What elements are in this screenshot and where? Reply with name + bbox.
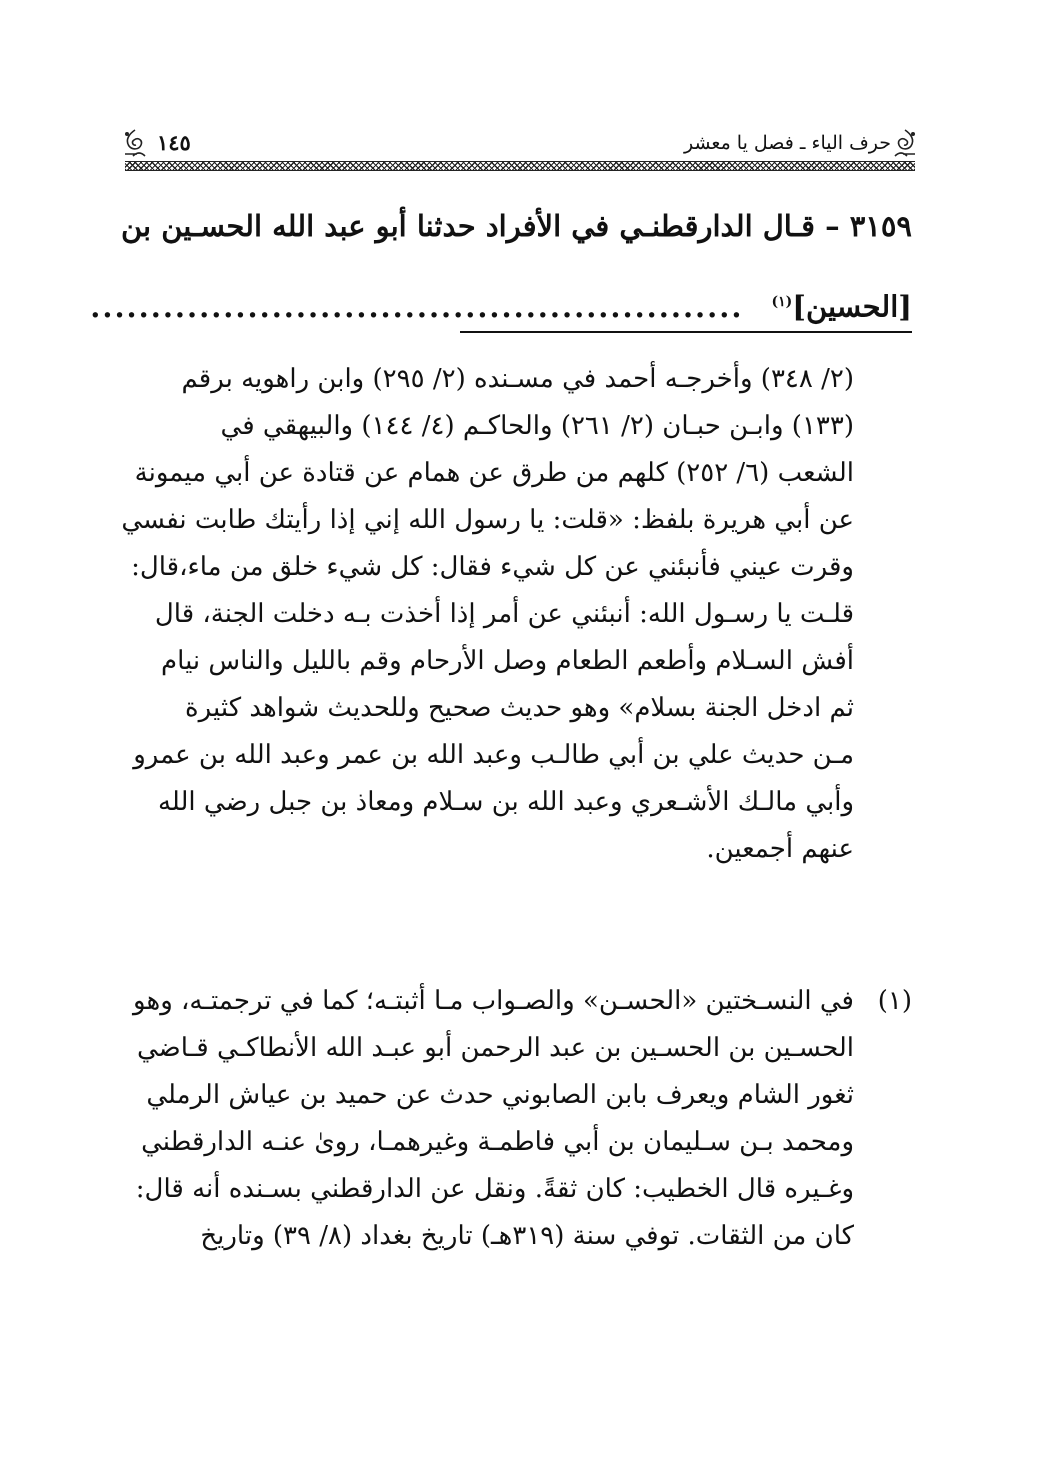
footnote-line: في النسـختين «الحسـن» والصـواب مـا أثبتـه؛ كما في ترجمتـه، وهو — [133, 986, 854, 1016]
footnote-line: أفش السـلام وأطعم الطعام وصل الأرحام وقم بالليل والناس نيام — [161, 646, 854, 676]
footnote-reference: (١) — [771, 294, 793, 310]
footnote-line: عن أبي هريرة بلفظ: «قلت: يا رسول الله إني إذا رأيتك طابت نفسي — [121, 505, 854, 535]
footnote-number: (١) — [877, 986, 912, 1016]
bracketed-name: [الحسين] — [792, 289, 912, 324]
footnote-1-body — [128, 978, 912, 1260]
footnote-line: قلـت يا رسـول الله: أنبئني عن أمر إذا أخذت بـه دخلت الجنة، قال — [154, 599, 854, 629]
footnote-line: كان من الثقات. توفي سنة (٣١٩هـ) تاريخ بغداد (٨/ ٣٩) وتاريخ — [200, 1221, 854, 1251]
footnote-line: عنهم أجمعين. — [706, 834, 854, 864]
footnote-line: (٢/ ٣٤٨) وأخرجـه أحمد في مسـنده (٢/ ٢٩٥) وابن راهويه برقم — [181, 364, 854, 394]
footnote-line: وأبي مالـك الأشـعري وعبد الله بن سـلام ومعاذ بن جبل رضي الله — [157, 787, 854, 817]
page-number: ١٤٥ — [157, 130, 191, 155]
footnote-1 — [128, 978, 912, 1260]
main-text — [90, 188, 912, 345]
ellipsis-dots: ...................................................... — [90, 289, 744, 324]
main-line: ٣١٥٩ – قـال الدارقطنـي في الأفراد حدثنا أبو عبد الله الحسـين بن — [120, 209, 912, 243]
footnote-line: مـن حديث علي بن أبي طالـب وعبد الله بن عمر وعبد الله بن عمرو — [133, 740, 854, 770]
footnote-line: الحسـين بن الحسـين بن عبد الرحمن أبو عبـد الله الأنطاكـي قـاضي — [137, 1033, 854, 1063]
footnote-line: وقرت عيني فأنبئني عن كل شيء فقال: كل شيء خلق من ماء،قال: — [131, 552, 854, 582]
ornament-right-icon — [891, 128, 919, 158]
footnote-line: ومحمد بـن سـليمان بن أبي فاطمـة وغيرهمـا، روىٰ عنـه الدارقطني — [141, 1127, 854, 1157]
page-header — [125, 128, 915, 168]
header-border — [125, 161, 915, 171]
header-title: حرف الياء ـ فصل يا معشر — [683, 132, 891, 154]
footnote-line: الشعب (٦/ ٢٥٢) كلهم من طرق عن همام عن قتادة عن أبي ميمونة — [134, 458, 854, 488]
footnote-line: وغـيره قال الخطيب: كان ثقةً. ونقل عن الدارقطني بسـنده أنه قال: — [135, 1174, 854, 1204]
ornament-left-icon — [121, 128, 149, 158]
footnote-line: ثغور الشام ويعرف بابن الصابوني حدث عن حميد بن عياش الرملي — [146, 1080, 854, 1110]
footnote-line: ثم ادخل الجنة بسلام» وهو حديث صحيح وللحديث شواهد كثيرة — [185, 693, 854, 723]
footnote-separator — [460, 331, 912, 333]
footnote-line: (١٣٣) وابـن حبـان (٢/ ٢٦١) والحاكـم (٤/ ١٤٤) والبيهقي في — [220, 411, 854, 441]
footnote-continued — [121, 356, 912, 873]
